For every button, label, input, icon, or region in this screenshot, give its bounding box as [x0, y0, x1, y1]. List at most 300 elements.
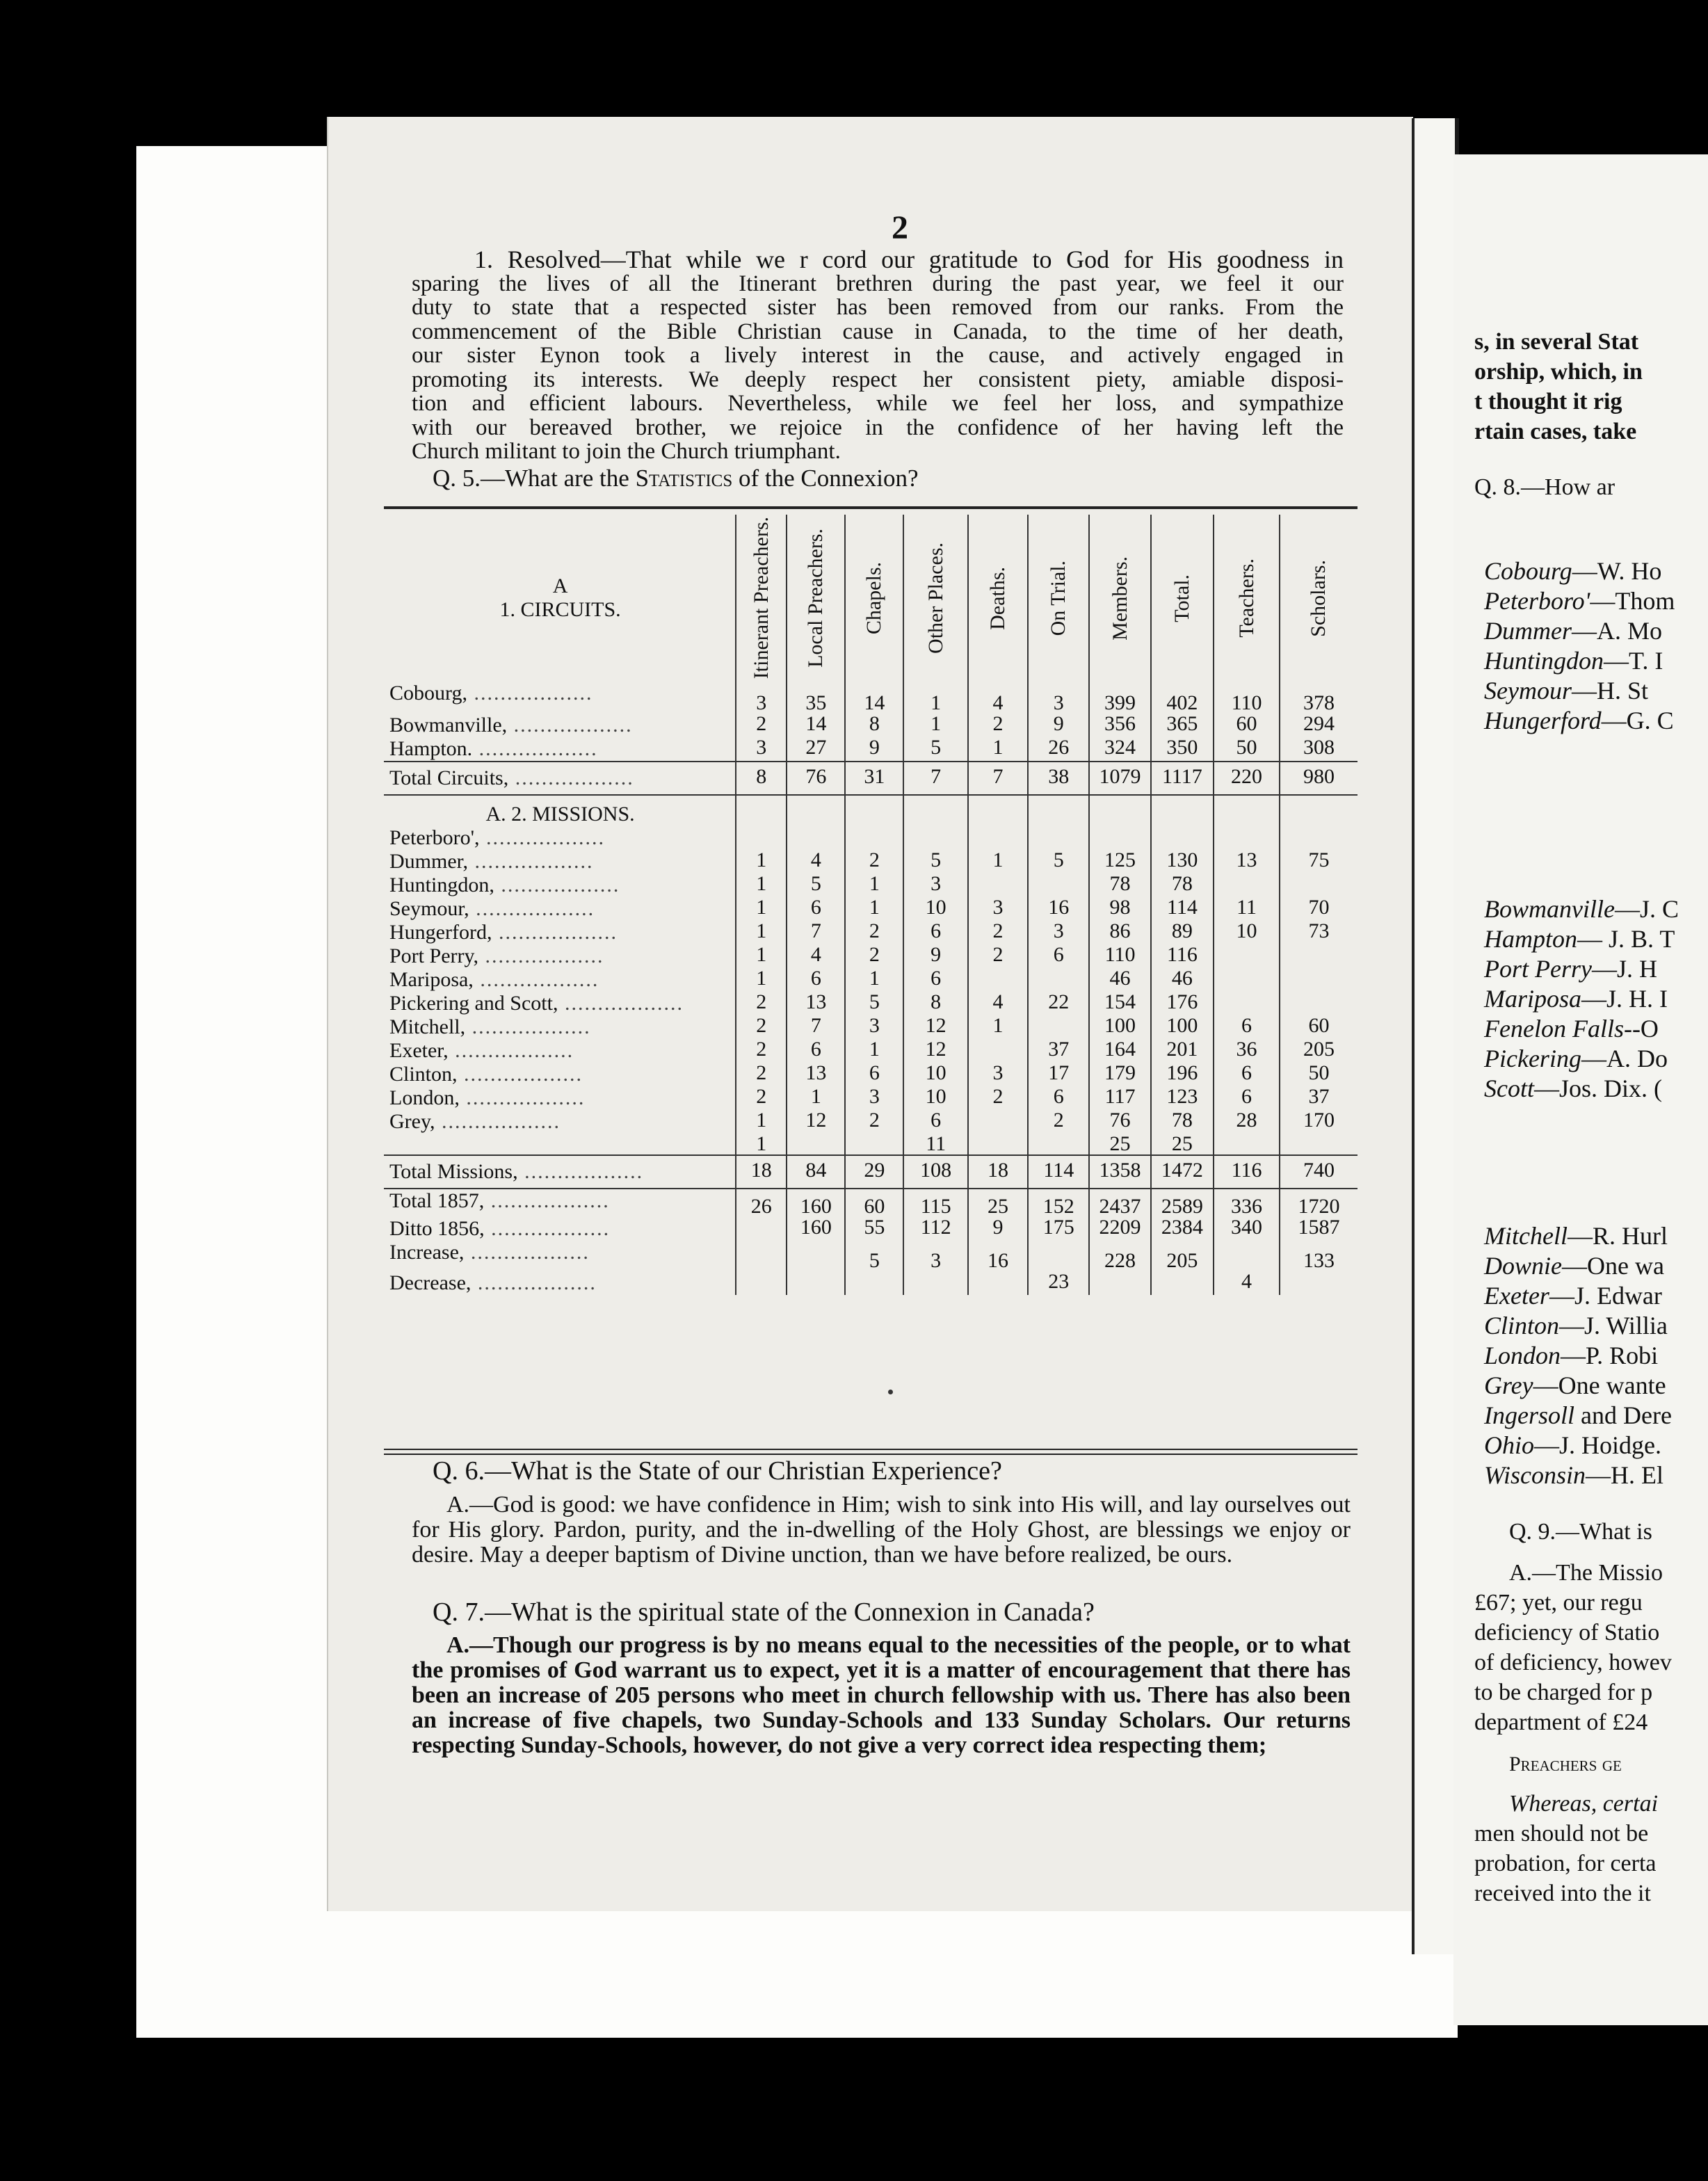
table-row: [384, 737, 1357, 762]
row-name: [384, 850, 736, 874]
station-group-1: [1453, 556, 1675, 736]
table-cell: [845, 795, 903, 826]
table-cell: [1214, 992, 1280, 1015]
table-cell: 740: [1280, 1155, 1357, 1189]
station-place: Cobourg: [1484, 557, 1572, 585]
row-name: [384, 921, 736, 944]
table-cell: [1151, 1271, 1214, 1295]
table-cell: 6: [787, 968, 845, 992]
row-name: [384, 1217, 736, 1241]
station-line: [1453, 1341, 1672, 1371]
station-place: Clinton: [1484, 1312, 1560, 1339]
table-cell: 6: [903, 968, 968, 992]
table-cell: 1: [736, 897, 787, 921]
table-cell: [968, 1039, 1028, 1063]
row-name: [384, 1086, 736, 1110]
right-q8: Q. 8.—How ar: [1474, 474, 1616, 500]
station-rest: —One wa: [1562, 1252, 1664, 1280]
table-cell: 399: [1089, 682, 1150, 714]
table-row: [384, 826, 1357, 850]
table-cell: [968, 795, 1028, 826]
table-cell: 980: [1280, 762, 1357, 795]
table-cell: [1280, 826, 1357, 850]
table-cell: 9: [1028, 714, 1089, 737]
table-cell: 116: [1151, 944, 1214, 968]
table-cell: 324: [1089, 737, 1150, 762]
station-line: [1453, 1251, 1672, 1281]
dotted-leader: ..................: [492, 921, 618, 944]
station-place: Grey: [1484, 1371, 1533, 1399]
table-cell: 3: [845, 1015, 903, 1039]
row-name: [384, 714, 736, 737]
table-cell: [968, 968, 1028, 992]
table-cell: 152: [1028, 1189, 1089, 1217]
row-name: [384, 1039, 736, 1063]
table-cell: 8: [845, 714, 903, 737]
station-line: [1453, 1311, 1672, 1341]
table-cell: 9: [903, 944, 968, 968]
table-cell: [968, 1110, 1028, 1134]
column-header-label: Total.: [1170, 574, 1193, 622]
table-cell: 1: [736, 968, 787, 992]
table-cell: [787, 1241, 845, 1271]
column-header-label: Other Places.: [924, 542, 947, 654]
change-row: [384, 1271, 1357, 1295]
table-cell: 8: [903, 992, 968, 1015]
dotted-leader: ..................: [517, 1160, 644, 1183]
question-6: Q. 6.—What is the State of our Christian Experience?: [433, 1456, 1002, 1486]
table-cell: 336: [1214, 1189, 1280, 1217]
table-cell: 7: [903, 762, 968, 795]
right-heading: Preachers ge: [1509, 1753, 1622, 1776]
table-cell: 2: [736, 1015, 787, 1039]
table-cell: [1151, 826, 1214, 850]
table-cell: [968, 826, 1028, 850]
row-name: [384, 1241, 736, 1271]
resolution-paragraph: [412, 248, 1344, 464]
row-name: [384, 1134, 736, 1155]
table-cell: 154: [1089, 992, 1150, 1015]
station-place: Hampton: [1484, 925, 1577, 953]
table-row: [384, 1015, 1357, 1039]
row-label: Bowmanville,: [389, 714, 508, 737]
table-cell: [1280, 944, 1357, 968]
column-header-label: Chapels.: [862, 561, 886, 635]
table-cell: 6: [845, 1063, 903, 1086]
table-cell: 10: [903, 897, 968, 921]
table-cell: 1117: [1151, 762, 1214, 795]
station-rest: —J. H: [1591, 955, 1657, 983]
table-cell: 2: [736, 992, 787, 1015]
table-row: [384, 921, 1357, 944]
table-cell: 78: [1089, 874, 1150, 897]
table-cell: [903, 826, 968, 850]
column-header: [1214, 515, 1280, 682]
table-cell: [845, 826, 903, 850]
table-cell: 123: [1151, 1086, 1214, 1110]
station-line: [1453, 616, 1675, 646]
row-label: Port Perry,: [389, 944, 479, 967]
table-cell: 37: [1280, 1086, 1357, 1110]
table-cell: [1280, 1134, 1357, 1155]
table-cell: 98: [1089, 897, 1150, 921]
table-cell: 78: [1151, 1110, 1214, 1134]
table-row: [384, 874, 1357, 897]
row-label: Huntingdon,: [389, 874, 494, 896]
section-a-title: 1. CIRCUITS.: [499, 598, 621, 621]
station-rest: —A. Mo: [1571, 617, 1662, 645]
table-cell: [736, 1241, 787, 1271]
table-cell: [1028, 968, 1089, 992]
column-header-label: Itinerant Preachers.: [749, 517, 773, 679]
station-rest: —A. Do: [1581, 1045, 1668, 1072]
total-circuits-row: [384, 762, 1357, 795]
table-cell: 340: [1214, 1217, 1280, 1241]
right-whereas-lines: [1474, 1789, 1658, 1908]
station-place: Mariposa: [1484, 985, 1582, 1013]
row-label: Grey,: [389, 1110, 435, 1133]
table-cell: 50: [1280, 1063, 1357, 1086]
table-cell: [1151, 795, 1214, 826]
table-row: [384, 968, 1357, 992]
dotted-leader: ..................: [469, 897, 595, 920]
table-cell: [1214, 826, 1280, 850]
table-cell: 2: [736, 1086, 787, 1110]
row-name: [384, 1063, 736, 1086]
resolution-line: promoting its interests. We deeply respect her consistent piety, amiable disposi-: [412, 367, 1344, 392]
table-cell: 3: [903, 874, 968, 897]
row-label: Pickering and Scott,: [389, 992, 558, 1015]
table-cell: 294: [1280, 714, 1357, 737]
table-cell: 16: [968, 1241, 1028, 1271]
station-rest: —Thom: [1590, 587, 1675, 615]
station-place: Scott: [1484, 1075, 1534, 1102]
table-cell: 60: [1280, 1015, 1357, 1039]
table-cell: 1: [736, 921, 787, 944]
statistics-table: [384, 515, 1357, 1295]
resolution-line: Church militant to join the Church triumphant.: [412, 439, 841, 464]
table-cell: 11: [1214, 897, 1280, 921]
table-cell: [1089, 826, 1150, 850]
dotted-leader: ..................: [459, 1086, 586, 1109]
right-top-lines: [1474, 327, 1643, 446]
table-cell: 130: [1151, 850, 1214, 874]
table-cell: 6: [1028, 944, 1089, 968]
table-cell: 13: [1214, 850, 1280, 874]
table-cell: 1: [845, 1039, 903, 1063]
table-cell: 1: [968, 850, 1028, 874]
table-cell: [968, 874, 1028, 897]
row-label: Ditto 1856,: [389, 1217, 485, 1240]
table-cell: 114: [1028, 1155, 1089, 1189]
row-name: [384, 1015, 736, 1039]
row-label: Hungerford,: [389, 921, 492, 944]
table-cell: 9: [968, 1217, 1028, 1241]
table-cell: 205: [1280, 1039, 1357, 1063]
station-line: [1453, 706, 1675, 736]
table-cell: 11: [903, 1134, 968, 1155]
table-cell: 3: [968, 1063, 1028, 1086]
table-cell: 378: [1280, 682, 1357, 714]
table-cell: 13: [787, 1063, 845, 1086]
table-cell: [1028, 1134, 1089, 1155]
totals-row: [384, 1189, 1357, 1217]
table-cell: 12: [787, 1110, 845, 1134]
station-rest: —J. C: [1614, 895, 1679, 923]
totals-row: [384, 1217, 1357, 1241]
right-whereas-line: probation, for certa: [1474, 1851, 1657, 1876]
table-cell: 7: [787, 1015, 845, 1039]
table-cell: 46: [1089, 968, 1150, 992]
table-cell: [1214, 944, 1280, 968]
table-row: [384, 1063, 1357, 1086]
resolution-line: with our bereaved brother, we rejoice in the confidence of her having left the: [412, 415, 1344, 440]
table-cell: 3: [845, 1086, 903, 1110]
right-whereas-line: received into the it: [1474, 1881, 1651, 1906]
table-cell: 1: [968, 737, 1028, 762]
row-name: [384, 944, 736, 968]
station-line: [1453, 924, 1679, 954]
station-place: Port Perry: [1484, 955, 1592, 983]
table-cell: 1: [845, 968, 903, 992]
ink-speck: [888, 1390, 893, 1394]
table-cell: 76: [787, 762, 845, 795]
column-header: [845, 515, 903, 682]
station-group-3: [1453, 1221, 1672, 1490]
table-cell: 1: [845, 874, 903, 897]
dotted-leader: ..................: [494, 874, 620, 896]
station-place: Huntingdon: [1484, 647, 1604, 675]
table-cell: 3: [1028, 921, 1089, 944]
table-cell: 133: [1280, 1241, 1357, 1271]
table-cell: 115: [903, 1189, 968, 1217]
table-cell: 4: [787, 944, 845, 968]
question-7: Q. 7.—What is the spiritual state of the Connexion in Canada?: [433, 1597, 1095, 1627]
table-cell: 10: [903, 1086, 968, 1110]
header-circuits-cell: [384, 515, 736, 682]
right-q9-line: £67; yet, our regu: [1474, 1590, 1643, 1616]
table-cell: 2437: [1089, 1189, 1150, 1217]
table-cell: 50: [1214, 737, 1280, 762]
station-line: [1453, 1014, 1679, 1044]
table-cell: 31: [845, 762, 903, 795]
table-cell: [1280, 992, 1357, 1015]
right-top-line: rtain cases, take: [1474, 419, 1637, 444]
row-name: [384, 826, 736, 850]
dotted-leader: ..................: [464, 1241, 590, 1264]
table-cell: 7: [968, 762, 1028, 795]
table-cell: 1: [787, 1086, 845, 1110]
station-line: [1453, 1281, 1672, 1311]
table-cell: 60: [845, 1189, 903, 1217]
table-cell: 8: [736, 762, 787, 795]
table-cell: 10: [903, 1063, 968, 1086]
table-cell: 5: [903, 850, 968, 874]
table-cell: 3: [903, 1241, 968, 1271]
table-cell: 73: [1280, 921, 1357, 944]
q5-keyword: Statistics: [635, 465, 733, 492]
table-cell: [1028, 1241, 1089, 1271]
station-line: [1453, 1371, 1672, 1401]
page-gutter: [1412, 118, 1459, 1954]
station-line: [1453, 1401, 1672, 1431]
table-cell: 2: [845, 921, 903, 944]
row-label: Seymour,: [389, 897, 469, 920]
dotted-leader: ..................: [507, 714, 633, 737]
row-label: London,: [389, 1086, 460, 1109]
table-cell: 110: [1089, 944, 1150, 968]
answer-6: [412, 1492, 1351, 1568]
table-cell: 1: [736, 1110, 787, 1134]
table-cell: 114: [1151, 897, 1214, 921]
table-cell: 2: [845, 850, 903, 874]
table-cell: 220: [1214, 762, 1280, 795]
table-row: [384, 714, 1357, 737]
table-cell: [1280, 795, 1357, 826]
station-rest: —W. Ho: [1572, 557, 1662, 585]
table-cell: 108: [903, 1155, 968, 1189]
right-top-line: s, in several Stat: [1474, 329, 1639, 355]
right-top-line: orship, which, in: [1474, 359, 1643, 385]
dotted-leader: ..................: [471, 1271, 597, 1294]
station-place: Seymour: [1484, 677, 1572, 705]
resolution-line: duty to state that a respected sister has been removed from our ranks. From the: [412, 295, 1344, 320]
column-header: [968, 515, 1028, 682]
row-label: Peterboro',: [389, 826, 480, 849]
table-cell: 160: [787, 1217, 845, 1241]
column-header: [736, 515, 787, 682]
row-name: [384, 874, 736, 897]
table-cell: 308: [1280, 737, 1357, 762]
table-cell: 1: [903, 682, 968, 714]
table-cell: 2: [736, 714, 787, 737]
table-cell: [1280, 874, 1357, 897]
row-label: Hampton.: [389, 737, 473, 760]
right-q9: Q. 9.—What is: [1509, 1519, 1652, 1545]
table-cell: 22: [1028, 992, 1089, 1015]
row-name: [384, 762, 736, 795]
row-name: [384, 737, 736, 762]
table-cell: 35: [787, 682, 845, 714]
table-row: [384, 682, 1357, 714]
dotted-leader: ..................: [484, 1217, 611, 1240]
station-rest: —One wante: [1533, 1371, 1666, 1399]
table-cell: 12: [903, 1015, 968, 1039]
table-cell: 117: [1089, 1086, 1150, 1110]
table-cell: 2: [968, 1086, 1028, 1110]
table-cell: [1214, 874, 1280, 897]
column-header: [1151, 515, 1214, 682]
table-cell: 10: [1214, 921, 1280, 944]
table-cell: 6: [903, 921, 968, 944]
table-cell: 36: [1214, 1039, 1280, 1063]
station-place: Ohio: [1484, 1431, 1534, 1459]
table-cell: [736, 826, 787, 850]
row-label: Exeter,: [389, 1039, 449, 1062]
table-cell: 2589: [1151, 1189, 1214, 1217]
row-label: Clinton,: [389, 1063, 458, 1086]
station-group-2: [1453, 894, 1679, 1104]
table-cell: 125: [1089, 850, 1150, 874]
column-header-label: Deaths.: [986, 566, 1010, 630]
section-a-label: A: [552, 574, 568, 597]
table-cell: 5: [1028, 850, 1089, 874]
table-cell: 1: [736, 1134, 787, 1155]
station-rest: —Jos. Dix. (: [1533, 1075, 1662, 1102]
table-cell: 55: [845, 1217, 903, 1241]
row-name: [384, 897, 736, 921]
table-row: [384, 850, 1357, 874]
right-page: [1453, 154, 1708, 2025]
table-cell: [845, 1271, 903, 1295]
table-cell: [1028, 1015, 1089, 1039]
row-label: Cobourg,: [389, 682, 467, 705]
table-row: [384, 1039, 1357, 1063]
answer-6-text: A.—God is good: we have confidence in Him; wish to sink into His will, and lay ourselves out for His glory. Pardon, purity, and the in-dwelling of the Holy Ghost, are blessings we enjoy or desire. May a deeper baptism of Divine unction, than we have before realized, be ours.: [412, 1492, 1351, 1568]
table-cell: 76: [1089, 1110, 1150, 1134]
row-name: [384, 1110, 736, 1134]
station-line: [1453, 1074, 1679, 1104]
table-cell: 46: [1151, 968, 1214, 992]
table-cell: 38: [1028, 762, 1089, 795]
column-header: [903, 515, 968, 682]
table-cell: 2: [845, 1110, 903, 1134]
table-cell: 176: [1151, 992, 1214, 1015]
dotted-leader: ..................: [508, 766, 634, 789]
station-rest: —R. Hurl: [1567, 1222, 1668, 1250]
station-line: [1453, 586, 1675, 616]
table-cell: 2: [968, 714, 1028, 737]
table-cell: 26: [1028, 737, 1089, 762]
table-cell: 2: [736, 1063, 787, 1086]
table-cell: [1089, 1271, 1150, 1295]
table-cell: 5: [787, 874, 845, 897]
answer-7-text: A.—Though our progress is by no means equal to the necessities of the people, or to what the promises of God warrant us to expect, yet it is a matter of encouragement that there has been an increase of 205 persons who meet in church fellowship with us. There has also been an increase of five chapels, two Sunday-Schools and 133 Sunday Scholars. Our returns respecting Sunday-Schools, however, do not give a very correct idea respecting them;: [412, 1632, 1351, 1758]
right-top-line: t thought it rig: [1474, 389, 1622, 415]
right-q9-line: of deficiency, howev: [1474, 1650, 1672, 1675]
table-cell: 1: [736, 874, 787, 897]
column-header-label: Scholars.: [1307, 559, 1330, 637]
answer-7: [412, 1633, 1351, 1758]
table-cell: 110: [1214, 682, 1280, 714]
table-cell: 116: [1214, 1155, 1280, 1189]
table-cell: 7: [787, 921, 845, 944]
row-label: Decrease,: [389, 1271, 472, 1294]
column-header: [1028, 515, 1089, 682]
station-place: Exeter: [1484, 1282, 1549, 1310]
column-header-label: Members.: [1108, 556, 1131, 641]
table-cell: 2209: [1089, 1217, 1150, 1241]
table-cell: 112: [903, 1217, 968, 1241]
row-label: Total Circuits,: [389, 766, 509, 789]
table-cell: [1028, 874, 1089, 897]
station-place: Peterboro': [1484, 587, 1590, 615]
table-row: [384, 1110, 1357, 1134]
column-header-label: Teachers.: [1234, 558, 1258, 638]
left-page: [327, 117, 1413, 1911]
station-line: [1453, 1431, 1672, 1460]
table-header-row: [384, 515, 1357, 682]
station-place: Mitchell: [1484, 1222, 1568, 1250]
station-rest: —J. Edwar: [1549, 1282, 1662, 1310]
station-place: London: [1484, 1342, 1561, 1369]
table-cell: [736, 1217, 787, 1241]
station-rest: —T. I: [1604, 647, 1663, 675]
station-line: [1453, 894, 1679, 924]
table-cell: [736, 1271, 787, 1295]
table-cell: 170: [1280, 1110, 1357, 1134]
table-cell: 3: [736, 682, 787, 714]
